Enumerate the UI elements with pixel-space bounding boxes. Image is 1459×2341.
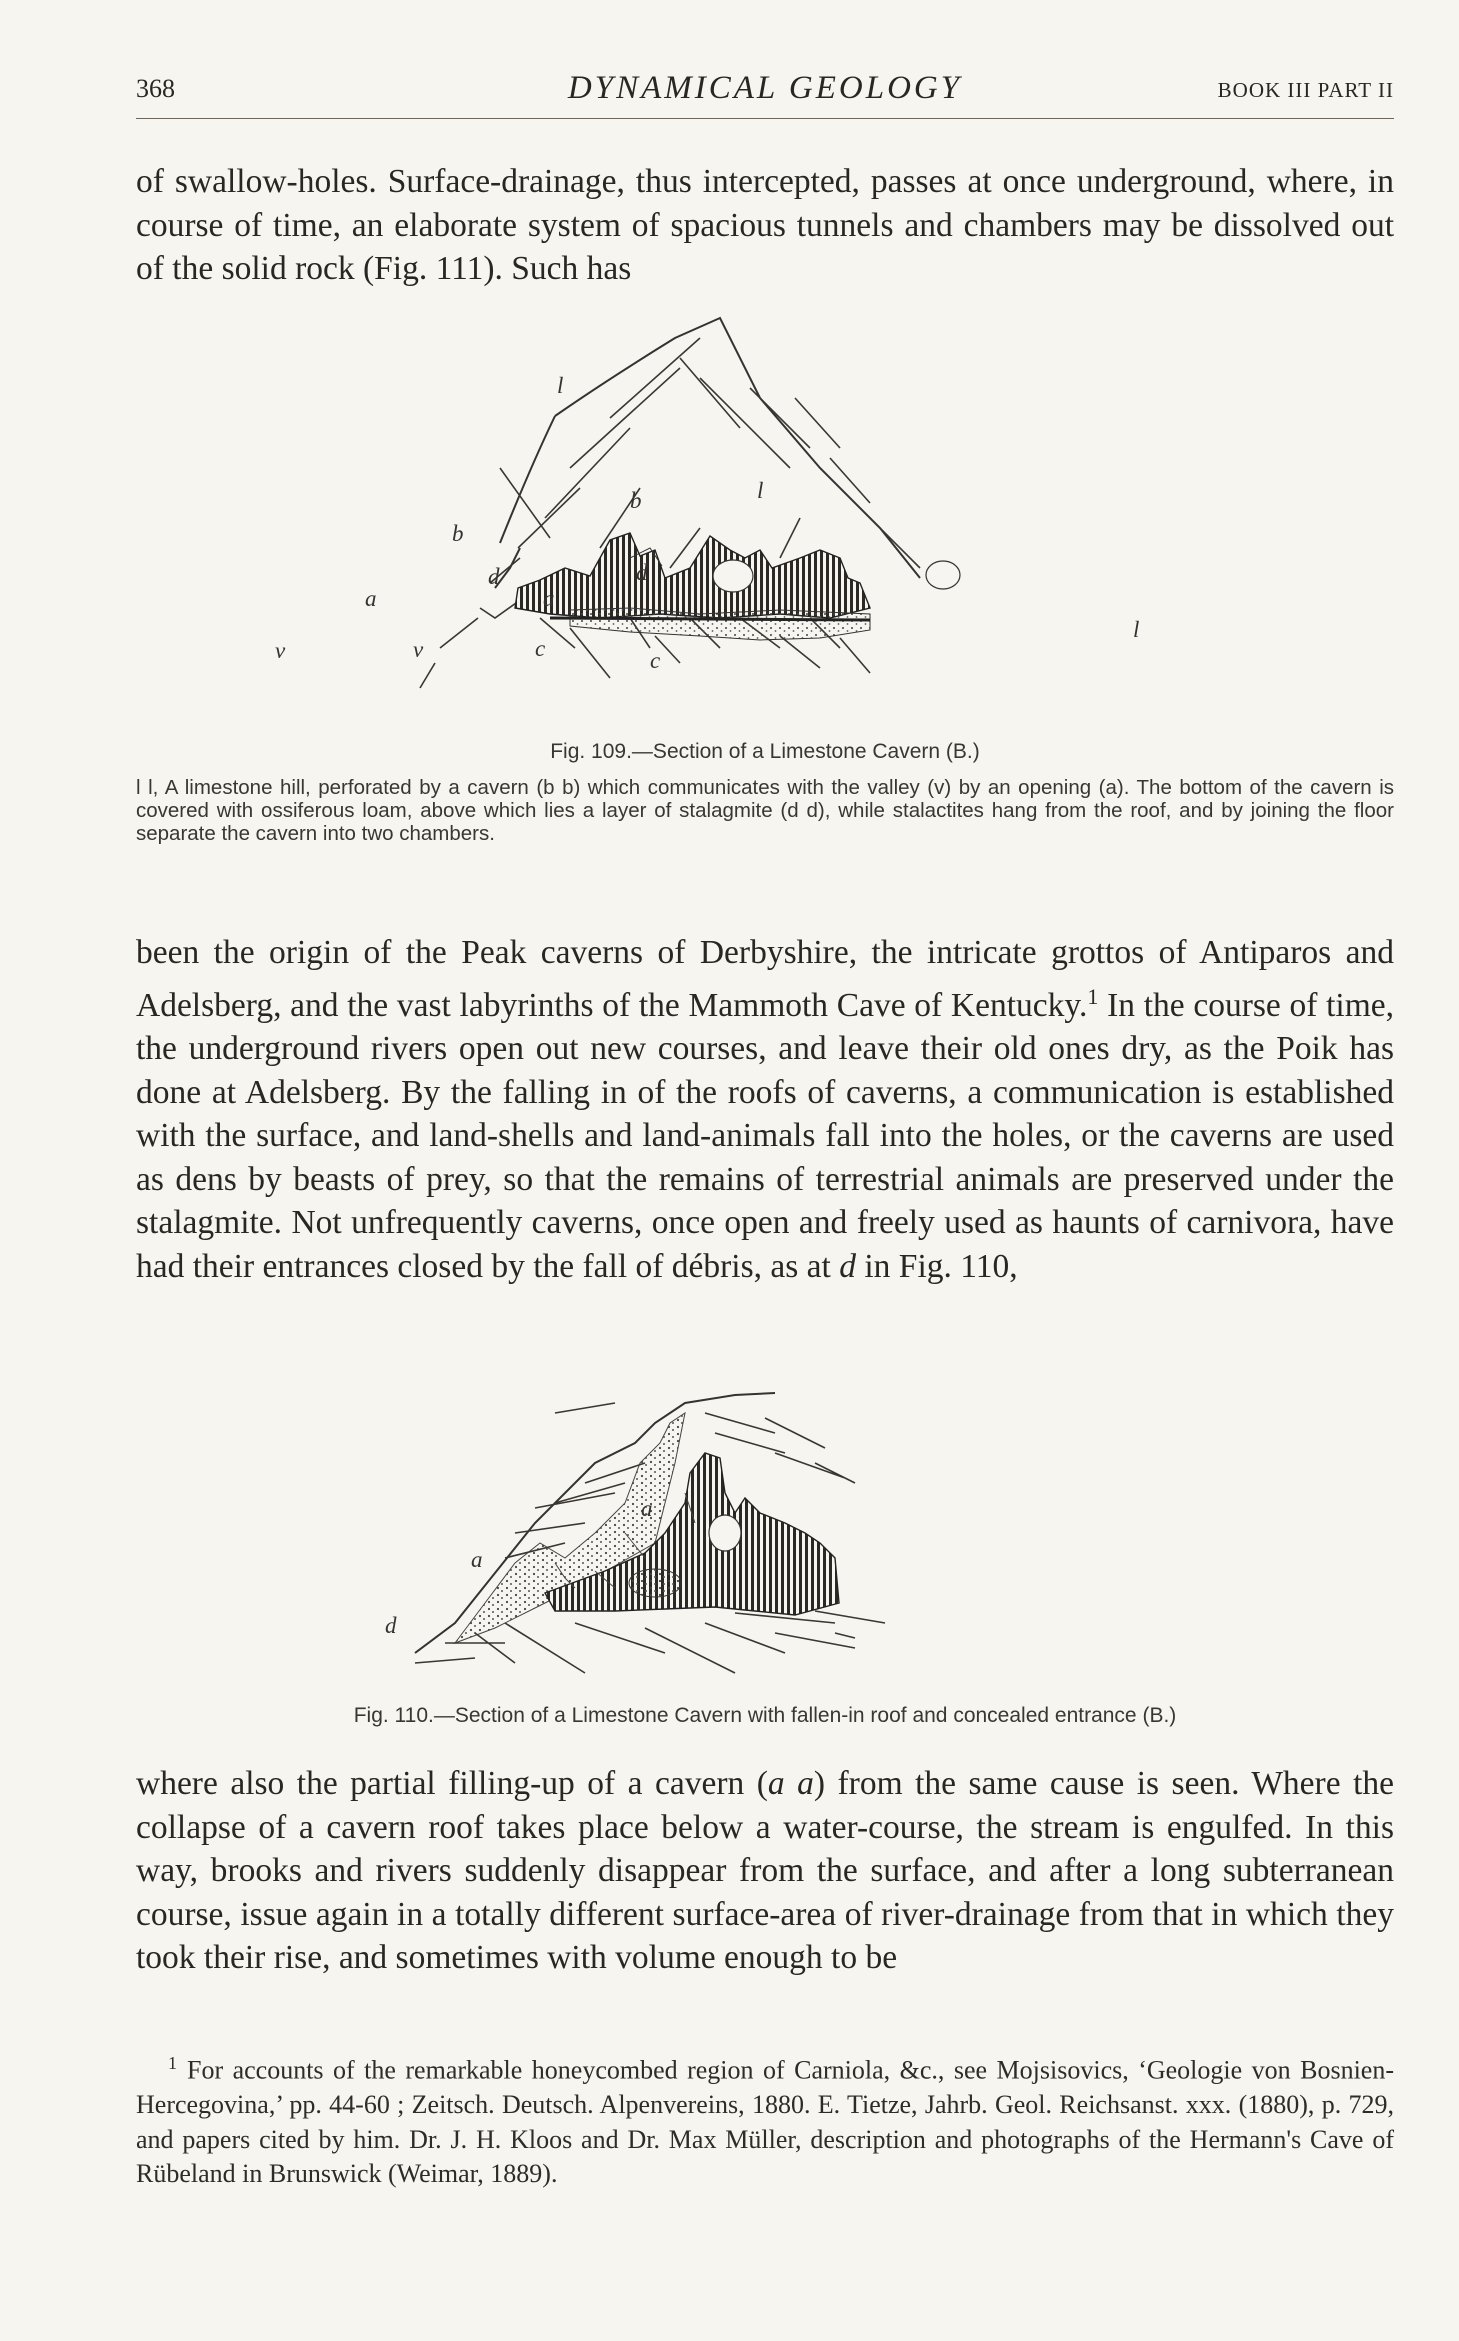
label-a-right: a	[641, 1496, 653, 1521]
label-a: a	[365, 586, 377, 611]
label-b-left: b	[452, 521, 464, 546]
paragraph-2-part-a: been the origin of the Peak caverns of Derbyshire, the intricate grottos of Antiparos and Adelsberg, and the vast labyrinths of the Mammoth Cave of Kentucky.	[136, 934, 1394, 1024]
stalagmite-layer	[570, 608, 870, 640]
paragraph-2	[136, 931, 1394, 1288]
footnote-ref: 1	[1087, 983, 1099, 1009]
label-l-right: l	[757, 478, 764, 503]
paragraph-3-part-a: where also the partial filling-up of a cavern (	[136, 1765, 768, 1802]
label-a-left: a	[471, 1547, 483, 1572]
footnote	[136, 2046, 1394, 2192]
figure-110-drawing	[385, 1383, 1115, 1673]
label-b-right: b	[630, 488, 642, 513]
figure-109-title: Fig. 109.—Section of a Limestone Cavern (B.)	[550, 740, 980, 763]
running-header	[136, 70, 1394, 119]
label-d: d	[385, 1613, 397, 1638]
paragraph-3-part-b: ) from the same cause is seen. Where the collapse of a cavern roof takes place below a water-course, the stream is engulfed. In this way, brooks and rivers suddenly disappear from the surface, and after a long subterranean course, issue again in a totally different surface-area of river-drainage from that in which they took their rise, and sometimes with volume enough to be	[136, 1765, 1394, 1976]
label-c-left: c	[535, 636, 546, 661]
label-l-margin: l	[1133, 617, 1140, 642]
strata-lines	[420, 338, 920, 688]
label-v-margin: v	[413, 637, 424, 662]
stalactite-mass	[515, 533, 870, 618]
paragraph-2-part-b: In the course of time, the underground rivers open out new courses, and leave their old ones dry, as the Poik has done at Adelsberg. By the falling in of the roofs of caverns, a communication is established with the surface, and land-shells and land-animals fall into the holes, or the caverns are used as dens by beasts of prey, so that the remains of terrestrial animals are preserved under the stalagmite. Not unfrequently caverns, once open and freely used as haunts of carnivora, have had their entrances closed by the fall of débris, as at	[136, 986, 1395, 1285]
figure-110-title: Fig. 110.—Section of a Limestone Cavern with fallen-in roof and concealed entrance (B.)	[353, 1704, 1177, 1727]
running-title: DYNAMICAL GEOLOGY	[567, 70, 963, 106]
figure-109-drawing	[275, 318, 1180, 708]
label-d-left: d	[488, 564, 500, 589]
page-number: 368	[136, 74, 175, 103]
label-l-top: l	[557, 373, 564, 398]
label-a-margin: a	[543, 586, 555, 611]
label-c-right: c	[650, 648, 661, 673]
book-part-label: BOOK III PART II	[1217, 78, 1394, 102]
footnote-text: For accounts of the remarkable honeycombed region of Carniola, &c., see Mojsisovics, ‘Geologie von Bosnien-Hercegovina,’ pp. 44-60 ; Zeitsch. Deutsch. Alpenvereins, 1880. E. Tietze, Jahrb. Geol. Reichsanst. xxx. (1880), p. 729, and papers cited by him. Dr. J. H. Kloos and Dr. Max Müller, description and photographs of the Hermann's Cave of Rübeland in Brunswick (Weimar, 1889).	[136, 2055, 1394, 2189]
footnote-marker: 1	[168, 2053, 177, 2073]
stalactite-mass	[545, 1453, 839, 1615]
label-v: v	[275, 638, 286, 663]
paragraph-2-d-ref: d	[839, 1247, 856, 1285]
paragraph-2-part-c: in Fig. 110,	[856, 1247, 1018, 1285]
paragraph-1: of swallow-holes. Surface-drainage, thus intercepted, passes at once underground, where, in course of time, an elaborate system of spacious tunnels and chambers may be dissolved out of the solid rock (Fig. 111). Such has	[136, 163, 1394, 287]
label-d-right: d	[636, 560, 648, 585]
paragraph-3-aa-ref: a a	[767, 1765, 814, 1802]
figure-109-caption: l l, A limestone hill, perforated by a cavern (b b) which communicates with the valley (v) by an opening (a). The bottom of the cavern is covered with ossiferous loam, above which lies a layer of stalagmite (d d), while stalactites hang from the roof, and by joining the floor separate the cavern into two chambers.	[136, 776, 1394, 845]
paragraph-3	[136, 1762, 1394, 1980]
